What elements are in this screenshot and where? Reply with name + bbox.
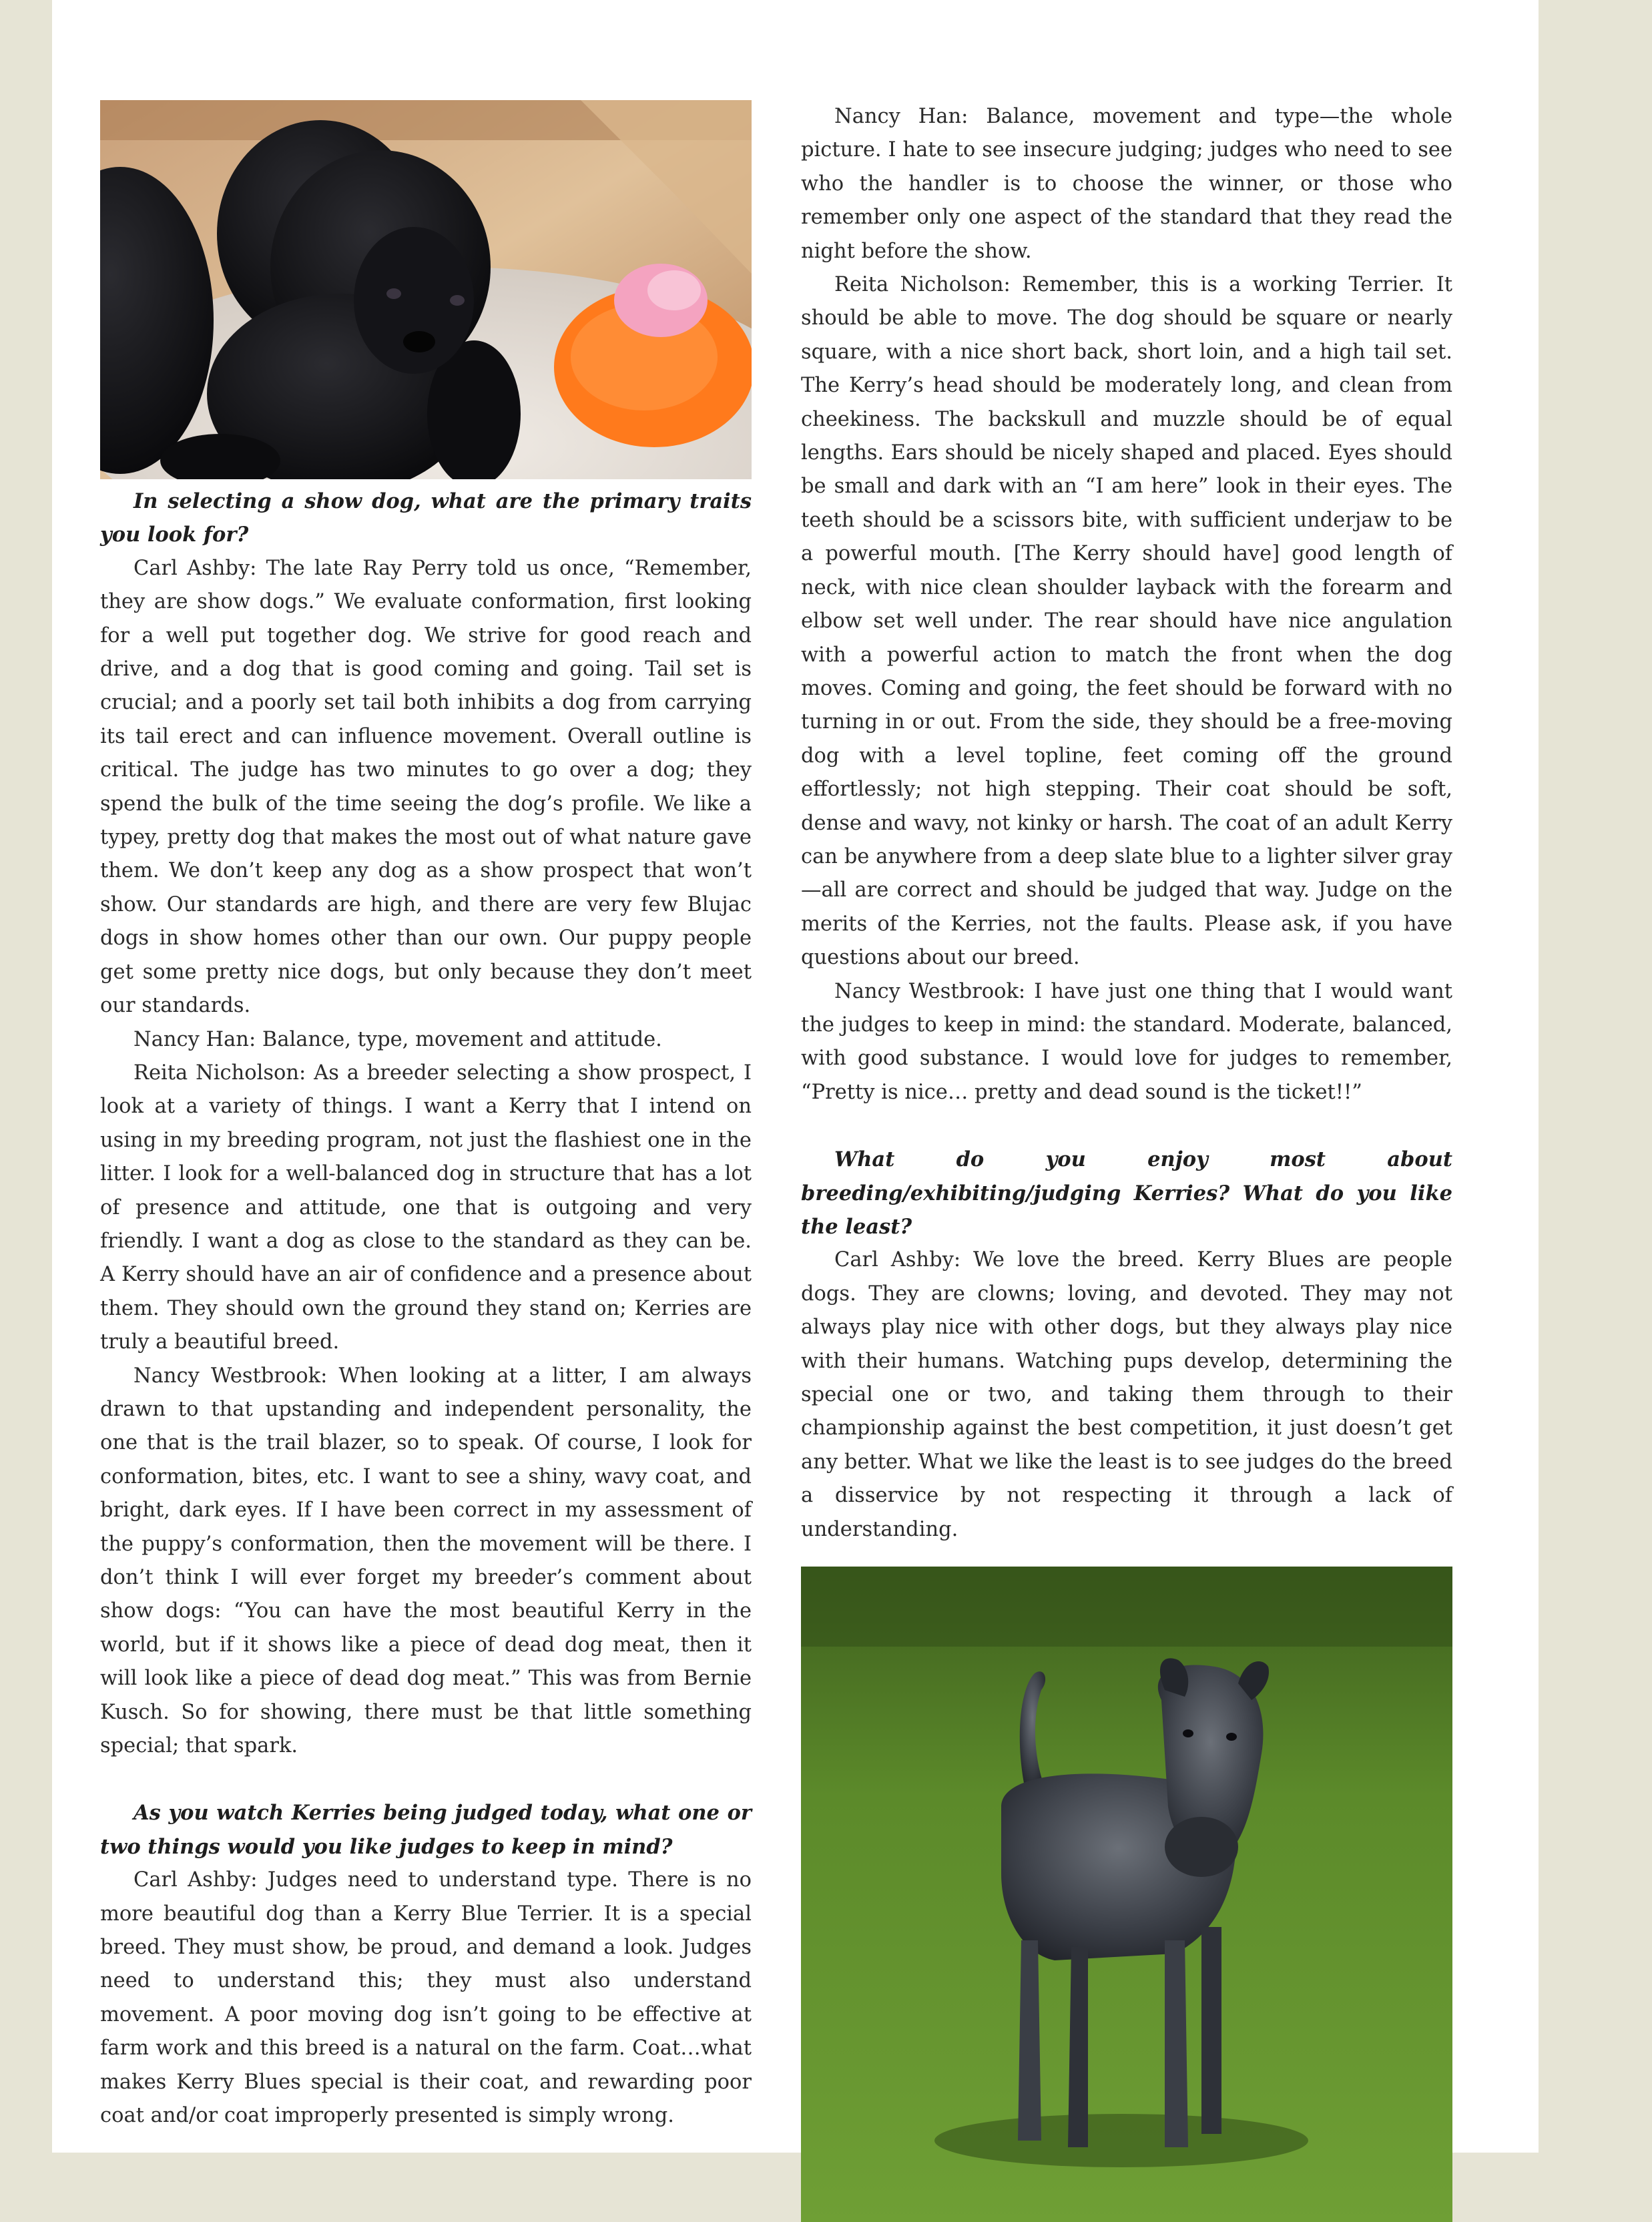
right-column xyxy=(801,100,1452,2222)
puppies-illustration xyxy=(100,100,752,479)
terrier-photo xyxy=(801,1567,1452,2222)
answer-reita-nicholson-q1: Reita Nicholson: As a breeder selecting a show prospect, I look at a variety of things. I want a Kerry that I intend on using in my breeding program, not just the flashiest one in the litter. I look for a well-balanced dog in structure that has a lot of presence and attitude, one that is outgoing and very friendly. I want a dog as close to the standard as they can be. A Kerry should have an air of confidence and a presence about them. They should own the ground they stand on; Kerries are truly a beautiful breed. xyxy=(100,1061,752,1354)
answer-carl-ashby-q2: Carl Ashby: Judges need to understand type. There is no more beautiful dog than a Kerry Blue Terrier. It is a special breed. They must show, be proud, and demand a look. Judges need to understand this; they must also understand movement. A poor moving dog isn’t going to be effective at farm work and this breed is a natural on the farm. Coat…what makes Kerry Blues special is their coat, and rewarding poor coat and/or coat improperly presented is simply wrong. xyxy=(100,1868,752,2128)
answer-reita-nicholson-q2: Reita Nicholson: Remember, this is a working Terrier. It should be able to move. The dog should be square or nearly square, with a nice short back, short loin, and a high tail set. The Kerry’s head should be moderately long, and clean from cheekiness. The backskull and muzzle should be of equal lengths. Ears should be nicely shaped and placed. Eyes should be small and dark with an “I am here” look in their eyes. The teeth should be a scissors bite, with sufficient underjaw to be a powerful mouth. [The Kerry should have] good length of neck, with nice clean shoulder layback with the forearm and elbow set well under. The rear should have nice angulation with a powerful action to match the front when the dog moves. Coming and going, the feet should be forward with no turning in or out. From the side, they should be a free-moving dog with a level topline, feet coming off the ground effortlessly; not high stepping. Their coat should be soft, dense and wavy, not kinky or harsh. The coat of an adult Kerry can be anywhere from a deep slate blue to a lighter silver gray—all are correct and should be judged that way. Judge on the merits of the Kerries, not the faults. Please ask, if you have questions about our breed. xyxy=(801,273,1452,970)
question-1: In selecting a show dog, what are the primary traits you look for? xyxy=(100,489,752,547)
question-3: What do you enjoy most about breeding/exhibiting/judging Kerries? What do you like the least? xyxy=(801,1147,1452,1239)
answer-nancy-westbrook-q1: Nancy Westbrook: When looking at a litter, I am always drawn to that upstanding and independent personality, the one that is the trail blazer, so to speak. Of course, I look for conformation, bites, etc. I want to see a shiny, wavy coat, and bright, dark eyes. If I have been correct in my assessment of the puppy’s conformation, then the movement will be there. I don’t think I will ever forget my breeder’s comment about show dogs: “You can have the most beautiful Kerry in the world, but if it shows like a piece of dead dog meat, then it will look like a piece of dead dog meat.” This was from Bernie Kusch. So for showing, there must be that little something special; that spark. xyxy=(100,1364,752,1758)
answer-carl-ashby-q3: Carl Ashby: We love the breed. Kerry Blues are people dogs. They are clowns; loving, and devoted. They may not always play nice with other dogs, but they always play nice with their humans. Watching pups develop, determining the special one or two, and taking them through to their championship against the best competition, it just doesn’t get any better. What we like the least is to see judges do the breed a disservice by not respecting it through a lack of understanding. xyxy=(801,1248,1452,1541)
left-column xyxy=(100,100,752,2133)
answer-carl-ashby-q1: Carl Ashby: The late Ray Perry told us once, “Remember, they are show dogs.” We evaluate conformation, first looking for a well put together dog. We strive for good reach and drive, and a dog that is good coming and going. Tail set is crucial; and a poorly set tail both inhibits a dog from carrying its tail erect and can influence movement. Overall outline is critical. The judge has two minutes to go over a dog; they spend the bulk of the time seeing the dog’s profile. We like a typey, pretty dog that makes the most out of what nature gave them. We don’t keep any dog as a show prospect that won’t show. Our standards are high, and there are very few Blujac dogs in show homes other than our own. Our puppy people get some pretty nice dogs, but only because they don’t meet our standards. xyxy=(100,556,752,1018)
answer-nancy-westbrook-q2: Nancy Westbrook: I have just one thing that I would want the judges to keep in mind: the standard. Moderate, balanced, with good substance. I would love for judges to remember, “Pretty is nice… pretty and dead sound is the ticket!!” xyxy=(801,979,1452,1104)
answer-nancy-han-q2: Nancy Han: Balance, movement and type—the whole picture. I hate to see insecure judging; judges who need to see who the handler is to choose the winner, or those who remember only one aspect of the standard that they read the night before the show. xyxy=(801,105,1452,263)
answer-nancy-han-q1: Nancy Han: Balance, type, movement and attitude. xyxy=(133,1027,662,1051)
terrier-illustration xyxy=(801,1567,1452,2222)
puppies-photo xyxy=(100,100,752,479)
question-2: As you watch Kerries being judged today, what one or two things would you like judges to keep in mind? xyxy=(100,1801,752,1859)
magazine-page xyxy=(52,0,1539,2153)
